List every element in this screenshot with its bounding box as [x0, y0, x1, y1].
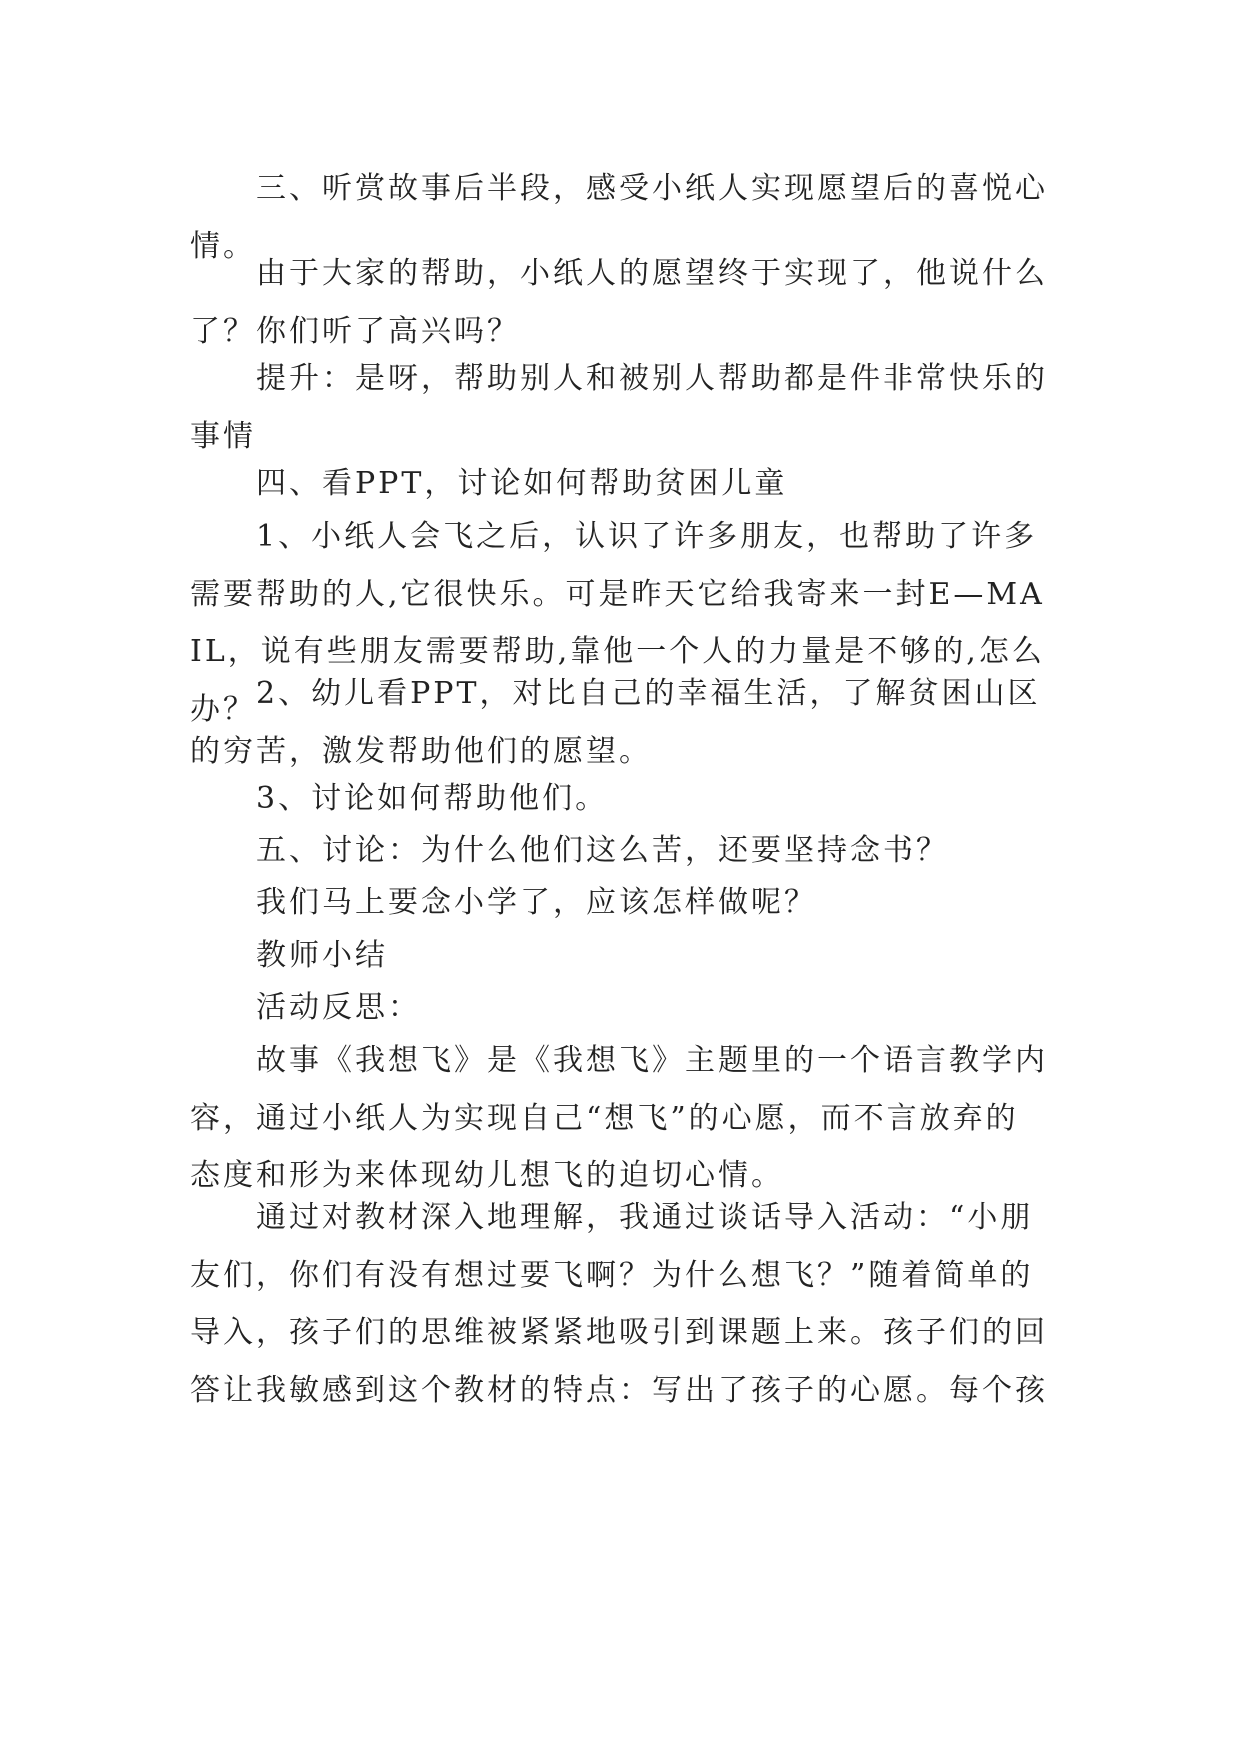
paragraph-section-four: 四、看PPT，讨论如何帮助贫困儿童 [256, 466, 788, 501]
paragraph-primary-school: 我们马上要念小学了，应该怎样做呢？ [256, 885, 817, 920]
paragraph-wish-realized: 由于大家的帮助，小纸人的愿望终于实现了，他说什么了？你们听了高兴吗？ [190, 256, 1048, 349]
paragraph-uplift: 提升：是呀，帮助别人和被别人帮助都是件非常快乐的事情 [190, 361, 1048, 454]
paragraph-teacher-summary: 教师小结 [256, 938, 388, 973]
paragraph-step-three: 3、讨论如何帮助他们。 [256, 781, 609, 816]
paragraph-step-one: 1、小纸人会飞之后，认识了许多朋友，也帮助了许多需要帮助的人,它很快乐。可是昨天它给我寄来一封E—MAIL，说有些朋友需要帮助,靠他一个人的力量是不够的,怎么办？ [190, 519, 1045, 727]
paragraph-step-two: 2、幼儿看PPT，对比自己的幸福生活，了解贫困山区的穷苦，激发帮助他们的愿望。 [190, 676, 1041, 769]
paragraph-teaching-approach: 通过对教材深入地理解，我通过谈话导入活动：“小朋友们，你们有没有想过要飞啊？为什么想飞？”随着简单的导入，孩子们的思维被紧紧地吸引到课题上来。孩子们的回答让我敏感到这个教材的特点：写出了孩子的心愿。每个孩 [190, 1200, 1048, 1408]
paragraph-story-intro: 故事《我想飞》是《我想飞》主题里的一个语言教学内容，通过小纸人为实现自己“想飞”的心愿，而不言放弃的态度和形为来体现幼儿想飞的迫切心情。 [190, 1043, 1048, 1193]
paragraph-section-five: 五、讨论：为什么他们这么苦，还要坚持念书？ [256, 833, 949, 868]
paragraph-section-three: 三、听赏故事后半段，感受小纸人实现愿望后的喜悦心情。 [190, 171, 1048, 264]
paragraph-reflection-heading: 活动反思： [256, 990, 421, 1025]
